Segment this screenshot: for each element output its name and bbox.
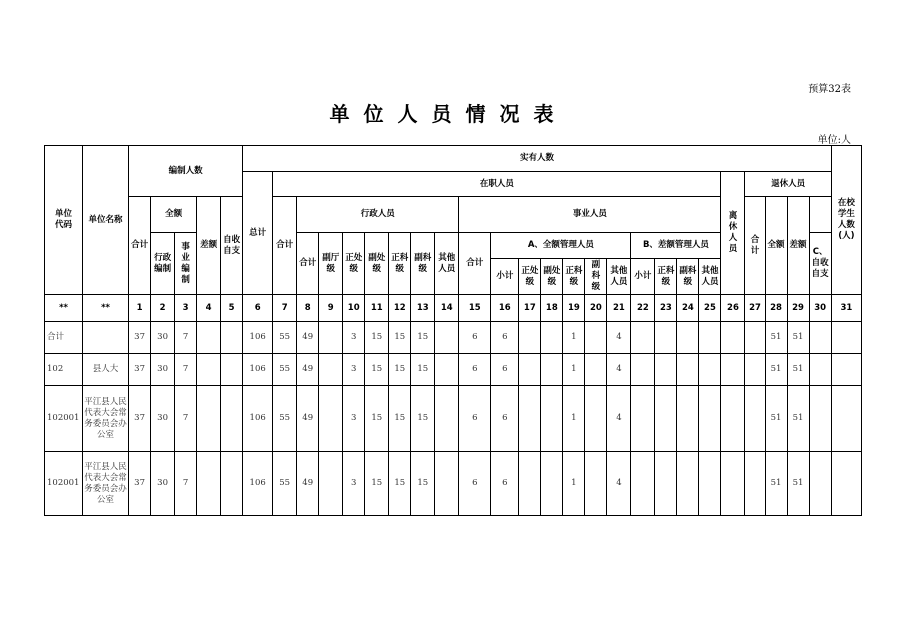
column-number: 27 [745,295,765,322]
table-cell [585,386,607,452]
table-cell [519,354,541,386]
table-cell [319,386,343,452]
table-cell: 6 [491,354,519,386]
table-row [45,452,862,516]
table-cell [809,354,831,386]
column-number: 22 [631,295,655,322]
table-cell [677,354,699,386]
table-cell: 30 [151,452,175,516]
table-cell [197,386,221,452]
column-number: 30 [809,295,831,322]
column-number: 17 [519,295,541,322]
table-cell: 7 [175,322,197,354]
column-number: 20 [585,295,607,322]
header-lixiu: 离休人员 [721,172,745,295]
table-cell [631,452,655,516]
table-cell: 49 [297,354,319,386]
table-cell: 106 [243,386,273,452]
table-cell: 51 [787,354,809,386]
table-cell [197,452,221,516]
header-a-qita: 其他人员 [607,259,631,295]
column-number: 11 [365,295,389,322]
table-cell: 4 [607,452,631,516]
table-cell [435,322,459,354]
header-tuixiu: 退休人员 [745,172,831,197]
column-number: 14 [435,295,459,322]
table-cell: 7 [175,386,197,452]
column-number: 15 [459,295,491,322]
table-cell [435,386,459,452]
table-cell [677,322,699,354]
column-number: 9 [319,295,343,322]
header-a-xiaoji: 小计 [491,259,519,295]
table-cell [655,452,677,516]
table-cell [721,452,745,516]
table-cell [541,354,563,386]
table-cell [745,354,765,386]
table-cell [585,452,607,516]
table-cell: 30 [151,322,175,354]
table-cell [631,322,655,354]
page-title: 单位人员情况表 [329,102,568,126]
table-cell [745,322,765,354]
table-cell: 1 [563,452,585,516]
unit-code-cell: 102001 [45,386,83,452]
unit-label: 单位:人 [817,135,851,146]
table-cell: 15 [365,452,389,516]
table-cell: 55 [273,354,297,386]
column-number: 4 [197,295,221,322]
table-cell: 106 [243,452,273,516]
table-cell: 15 [365,386,389,452]
column-number: 10 [343,295,365,322]
header-bianzhi-heji: 合计 [129,197,151,295]
table-cell [721,354,745,386]
unit-name-cell [83,322,129,354]
table-cell: 6 [491,322,519,354]
header-tuixiu-chae: 差额 [787,197,809,295]
table-cell: 15 [389,452,411,516]
table-cell: 15 [365,322,389,354]
header-zaizhi: 在职人员 [273,172,721,197]
column-number: ** [45,295,83,322]
header-xz-qita: 其他人员 [435,233,459,295]
table-cell [831,386,861,452]
header-xingzheng-bianzhi: 行政编制 [151,233,175,295]
header-unit-name: 单位名称 [83,146,129,295]
header-chae-guanli: B、差额管理人员 [631,233,721,259]
column-number: 26 [721,295,745,322]
header-fuchu: 副处级 [365,233,389,295]
unit-code-cell: 102001 [45,452,83,516]
table-cell: 6 [459,322,491,354]
header-bianzhi: 编制人数 [129,146,243,197]
column-number: 1 [129,295,151,322]
personnel-table [44,145,862,516]
unit-name-cell: 平江县人民代表大会常务委员会办公室 [83,452,129,516]
table-cell: 6 [459,452,491,516]
table-cell [699,322,721,354]
table-cell [655,354,677,386]
header-unit-code: 单位代码 [45,146,83,295]
column-number: 19 [563,295,585,322]
header-chae: 差额 [197,197,221,295]
table-cell [631,386,655,452]
table-cell: 37 [129,452,151,516]
header-a-fuke: 副科级 [585,259,607,295]
table-cell: 3 [343,452,365,516]
column-number: 16 [491,295,519,322]
unit-code-cell: 102 [45,354,83,386]
table-cell: 51 [787,386,809,452]
column-number: 13 [411,295,435,322]
table-cell [699,452,721,516]
column-number-row [45,295,862,322]
table-cell [541,452,563,516]
header-sy-heji: 合计 [459,233,491,295]
table-cell: 37 [129,322,151,354]
header-b-zhengke: 正科级 [655,259,677,295]
table-cell: 51 [765,452,787,516]
column-number: 23 [655,295,677,322]
header-a-zhengchu: 正处级 [519,259,541,295]
table-cell [319,322,343,354]
header-a-fuchu: 副处级 [541,259,563,295]
table-cell [435,354,459,386]
header-quane: 全额 [151,197,197,233]
table-cell [721,386,745,452]
header-fuke: 副科级 [411,233,435,295]
column-number: 25 [699,295,721,322]
header-b-xiaoji: 小计 [631,259,655,295]
column-number: 2 [151,295,175,322]
table-cell: 51 [787,452,809,516]
header-xingzheng-renyuan: 行政人员 [297,197,459,233]
table-number: 预算32表 [808,84,851,95]
table-cell: 3 [343,354,365,386]
table-cell [809,322,831,354]
table-cell: 3 [343,322,365,354]
column-number: 7 [273,295,297,322]
table-row [45,354,862,386]
header-shiyou: 实有人数 [243,146,832,172]
table-cell: 6 [491,386,519,452]
table-cell: 55 [273,322,297,354]
table-cell [541,386,563,452]
table-cell: 15 [365,354,389,386]
table-cell [831,322,861,354]
table-cell: 6 [491,452,519,516]
table-cell: 15 [389,386,411,452]
table-cell [585,322,607,354]
table-cell: 15 [411,452,435,516]
header-zaixiao: 在校学生人数(人) [831,146,861,295]
table-cell [519,452,541,516]
table-cell: 51 [765,386,787,452]
column-number: 18 [541,295,563,322]
table-cell [585,354,607,386]
table-cell: 30 [151,386,175,452]
table-cell: 106 [243,354,273,386]
table-cell [221,354,243,386]
table-cell: 30 [151,354,175,386]
table-cell: 1 [563,354,585,386]
table-cell [699,354,721,386]
table-cell [519,322,541,354]
column-number: 29 [787,295,809,322]
table-cell: 49 [297,386,319,452]
table-cell: 1 [563,386,585,452]
table-row [45,386,862,452]
table-cell: 55 [273,452,297,516]
table-cell: 7 [175,354,197,386]
header-b-fuke: 副科级 [677,259,699,295]
table-cell [221,322,243,354]
table-cell: 15 [411,322,435,354]
unit-name-cell: 平江县人民代表大会常务委员会办公室 [83,386,129,452]
table-cell: 37 [129,386,151,452]
table-cell: 3 [343,386,365,452]
table-cell [519,386,541,452]
table-cell [809,386,831,452]
table-cell: 15 [411,386,435,452]
table-cell [809,452,831,516]
column-number: 5 [221,295,243,322]
unit-code-cell: 合计 [45,322,83,354]
table-cell [745,386,765,452]
header-futing: 副厅级 [319,233,343,295]
table-cell: 7 [175,452,197,516]
table-cell: 15 [411,354,435,386]
column-number: 8 [297,295,319,322]
table-cell [699,386,721,452]
table-cell: 1 [563,322,585,354]
table-cell [197,354,221,386]
table-cell [745,452,765,516]
column-number: 6 [243,295,273,322]
table-cell [721,322,745,354]
table-cell: 51 [787,322,809,354]
table-row [45,322,862,354]
column-number: 21 [607,295,631,322]
table-cell [831,354,861,386]
table-cell [677,386,699,452]
table-cell [831,452,861,516]
table-cell: 15 [389,322,411,354]
table-cell [197,322,221,354]
table-cell: 51 [765,322,787,354]
header-a-zhengke: 正科级 [563,259,585,295]
column-number: 3 [175,295,197,322]
header-zhengchu: 正处级 [343,233,365,295]
column-number: 24 [677,295,699,322]
table-cell: 15 [389,354,411,386]
table-cell [541,322,563,354]
table-cell: 4 [607,386,631,452]
header-tuixiu-quane: 全额 [765,197,787,295]
table-cell [677,452,699,516]
table-cell: 51 [765,354,787,386]
table-cell [221,386,243,452]
table-cell: 49 [297,322,319,354]
table-cell [655,322,677,354]
table-cell: 6 [459,386,491,452]
header-b-qita: 其他人员 [699,259,721,295]
table-cell [655,386,677,452]
table-cell: 49 [297,452,319,516]
header-zhengke: 正科级 [389,233,411,295]
table-cell: 6 [459,354,491,386]
table-cell: 4 [607,354,631,386]
column-number: ** [83,295,129,322]
header-zaizhi-heji: 合计 [273,197,297,295]
table-cell: 37 [129,354,151,386]
header-xz-heji: 合计 [297,233,319,295]
header-shiye-renyuan: 事业人员 [459,197,721,233]
header-zishou: 自收自支 [221,197,243,295]
table-cell [221,452,243,516]
header-tuixiu-heji: 合计 [745,197,765,295]
table-cell [631,354,655,386]
table-cell [319,452,343,516]
column-number: 12 [389,295,411,322]
header-c-zishou: C、自收自支 [809,233,831,295]
table-cell: 4 [607,322,631,354]
unit-name-cell: 县人大 [83,354,129,386]
header-quane-guanli: A、全额管理人员 [491,233,631,259]
column-number: 31 [831,295,861,322]
header-shiye-bianzhi: 事业编制 [175,233,197,295]
table-cell: 55 [273,386,297,452]
table-cell [319,354,343,386]
header-zongji: 总计 [243,172,273,295]
column-number: 28 [765,295,787,322]
table-cell: 106 [243,322,273,354]
table-cell [435,452,459,516]
